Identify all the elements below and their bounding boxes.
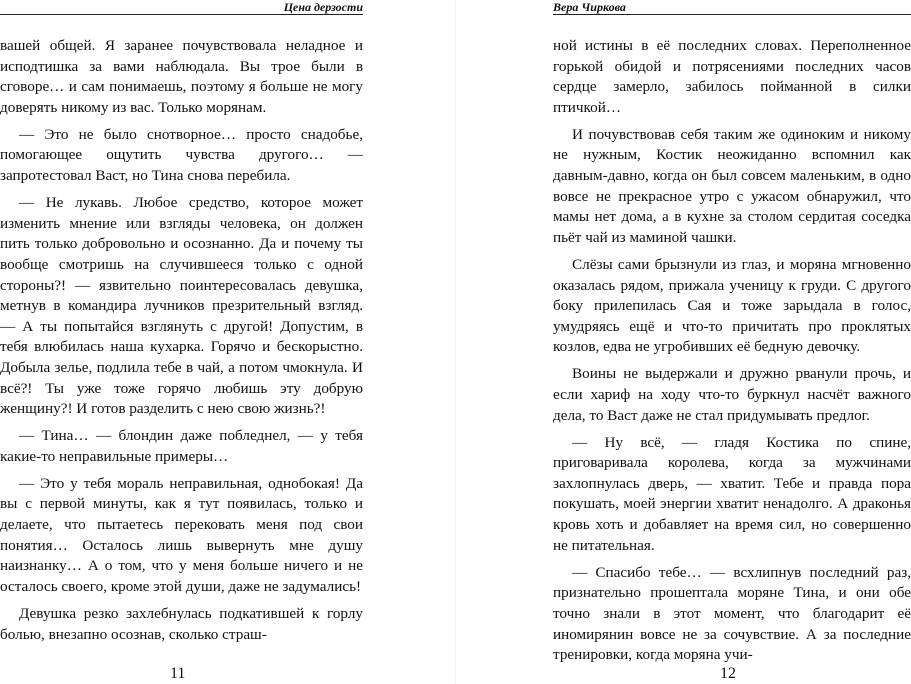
running-head-left: Цена дерзости bbox=[0, 1, 363, 15]
paragraph: Слёзы сами брызнули из глаз, и моряна мгновенно оказалась рядом, прижала ученицу к груди. С другого боку прилепилась Сая и тоже зарыдала в голос, умудряясь ещё и что-то причитать про проклятых козлов, едва не угробивших её бедную девочку. bbox=[553, 255, 911, 356]
right-page bbox=[455, 0, 911, 684]
paragraph: — Ну всё, — гладя Костика по спине, приговаривала королева, когда за мужчинами захлопнулась дверь, — хватит. Тебе и правда пора покушать, моей энергии хватит ненадолго. А драконья кровь хоть и добавляет на время сил, но совершенно не питательная. bbox=[553, 433, 911, 554]
paragraph: — Не лукавь. Любое средство, которое может изменить мнение или взгляды человека, он должен пить только добровольно и осознанно. Да и почему ты вообще смотришь на случившееся только с одной стороны?! — язвительно поинтересовалась девушка, метнув в командира лучников презрительный взгляд. — А ты попытайся взглянуть с другой! Допустим, в тебя влюбилась наша кухарка. Горячо и бескорыстно. Добыла зелье, подлила тебе в чай, а потом чмокнула. И всё?! Ты уже тоже горячо любишь эту добрую женщину?! И готов разделить с нею свою жизнь?! bbox=[0, 194, 363, 418]
paragraph: — Спасибо тебе… — всхлипнув последний раз, признательно прошептала моряне Тина, и они обе точно знали в этот момент, что благодарит её иномирянин вовсе не за сочувствие. А за последние тренировки, когда моряна учи- bbox=[553, 563, 911, 664]
right-page-text bbox=[553, 36, 911, 666]
paragraph: ной истины в её последних словах. Переполненное горькой обидой и потрясениями последних часов сердце замерло, забилось пойманной в силки птичкой… bbox=[553, 37, 911, 116]
page-number-right: 12 bbox=[720, 665, 736, 682]
paragraph: — Тина… — блондин даже побледнел, — у тебя какие-то неправильные примеры… bbox=[0, 427, 363, 465]
paragraph: вашей общей. Я заранее почувствовала неладное и исподтишка за вами наблюдала. Вы трое были в сговоре… и сам понимаешь, поэтому я больше не могу доверять никому из вас. Только морянам. bbox=[0, 37, 363, 116]
paragraph: — Это не было снотворное… просто снадобье, помогающее ощутить чувства другого… — запротестовал Васт, но Тина снова перебила. bbox=[0, 125, 363, 185]
paragraph: — Это у тебя мораль неправильная, однобокая! Да вы с первой минуты, как я тут появилась, только и делаете, что пытаетесь перековать меня под свои понятия… Осталось лишь вывернуть мне душу наизнанку… А о том, что у меня больше ничего и не осталось своего, кроме этой души, даже не задумались! bbox=[0, 474, 363, 595]
paragraph: И почувствовав себя таким же одиноким и никому не нужным, Костик неожиданно вспомнил как давным-давно, когда он был совсем маленьким, в одно вовсе не прекрасное утро с ужасом обнаружил, что мамы нет дома, а в кухне за столом сердитая соседка пьёт чай из маминой чашки. bbox=[553, 125, 911, 246]
running-head-right: Вера Чиркова bbox=[553, 1, 911, 15]
left-page-text bbox=[0, 36, 363, 645]
left-page bbox=[0, 0, 455, 684]
page-number-left: 11 bbox=[170, 665, 186, 682]
paragraph: Девушка резко захлебнулась подкатившей к горлу болью, внезапно осознав, сколько страш- bbox=[0, 604, 363, 643]
paragraph: Воины не выдержали и дружно рванули прочь, и если хариф на ходу что-то буркнул насчёт важного дела, то Васт даже не стал придумывать предлог. bbox=[553, 365, 911, 424]
